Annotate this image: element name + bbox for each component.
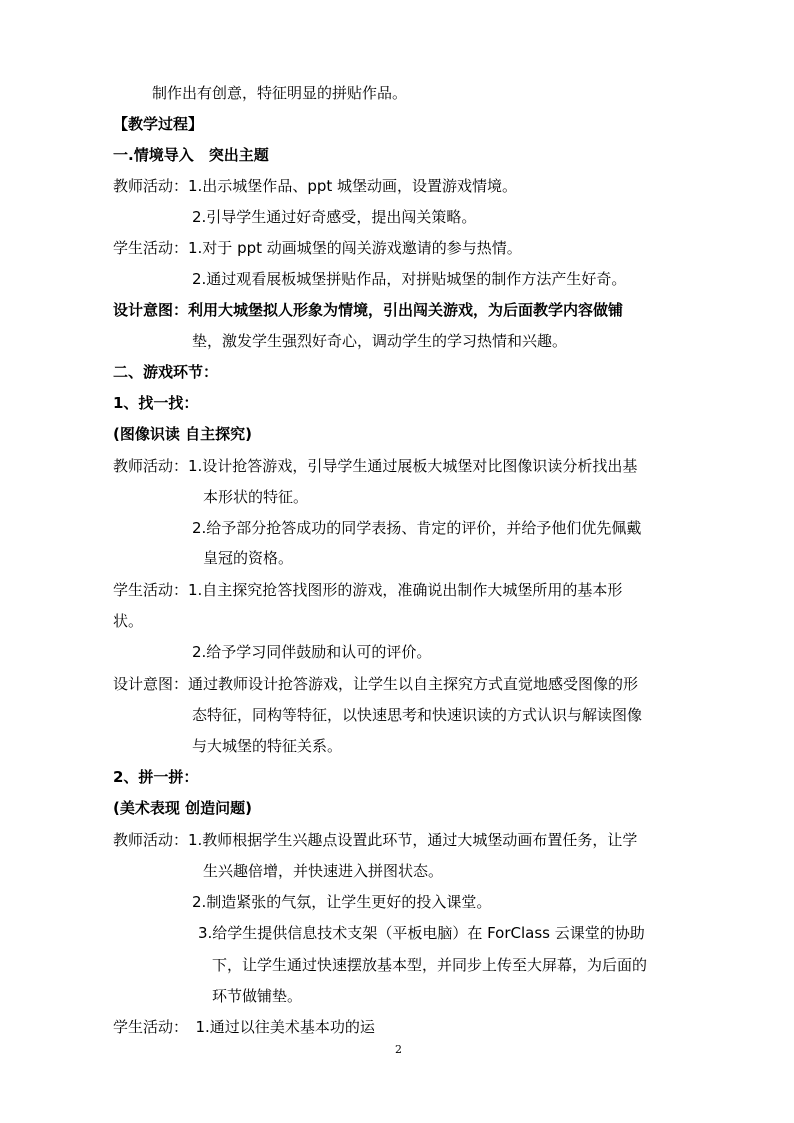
text-line: 2.制造紧张的气氛，让学生更好的投入课堂。 xyxy=(192,893,492,911)
subsection-subtitle: (美术表现 创造问题) xyxy=(113,799,252,817)
text-line: 3.给学生提供信息技术支架（平板电脑）在 ForClass 云课堂的协助 xyxy=(198,924,645,942)
text-line: 下，让学生通过快速摆放基本型，并同步上传至大屏幕，为后面的 xyxy=(212,956,648,974)
text-line: 2.给予学习同伴鼓励和认可的评价。 xyxy=(192,643,432,661)
section-heading: 二、游戏环节： xyxy=(113,363,219,381)
text-line: 教师活动：1.设计抢答游戏，引导学生通过展板大城堡对比图像识读分析找出基 xyxy=(113,457,638,475)
text-line: 环节做铺垫。 xyxy=(212,987,303,1005)
subsection-subtitle: (图像识读 自主探究) xyxy=(113,425,252,443)
text-line: 学生活动： 1.通过以往美术基本功的运 xyxy=(113,1018,375,1036)
text-line: 2.引导学生通过好奇感受，提出闯关策略。 xyxy=(192,208,477,226)
text-line: 学生活动：1.对于 ppt 动画城堡的闯关游戏邀请的参与热情。 xyxy=(113,239,522,257)
page-number: 2 xyxy=(395,1043,402,1056)
text-line: 设计意图：利用大城堡拟人形象为情境，引出闯关游戏，为后面教学内容做铺 xyxy=(113,301,624,319)
text-line: 生兴趣倍增，并快速进入拼图状态。 xyxy=(203,862,444,880)
text-line: 制作出有创意，特征明显的拼贴作品。 xyxy=(152,84,408,102)
text-line: 教师活动：1.出示城堡作品、ppt 城堡动画，设置游戏情境。 xyxy=(113,177,518,195)
section-heading: 一.情境导入 突出主题 xyxy=(113,146,269,164)
text-line: 本形状的特征。 xyxy=(203,488,309,506)
subsection-heading: 1、找一找： xyxy=(113,394,199,412)
text-line: 2.通过观看展板城堡拼贴作品，对拼贴城堡的制作方法产生好奇。 xyxy=(192,270,627,288)
text-line: 皇冠的资格。 xyxy=(203,549,294,567)
subsection-heading: 2、拼一拼： xyxy=(113,768,199,786)
text-line: 垫，激发学生强烈好奇心，调动学生的学习热情和兴趣。 xyxy=(192,332,568,350)
text-line: 2.给予部分抢答成功的同学表扬、肯定的评价，并给予他们优先佩戴 xyxy=(192,519,642,537)
section-heading: 【教学过程】 xyxy=(113,115,204,133)
text-line: 教师活动：1.教师根据学生兴趣点设置此环节，通过大城堡动画布置任务，让学 xyxy=(113,831,638,849)
text-line: 与大城堡的特征关系。 xyxy=(192,737,343,755)
text-line: 学生活动：1.自主探究抢答找图形的游戏，准确说出制作大城堡所用的基本形 xyxy=(113,581,623,599)
text-line: 态特征，同构等特征，以快速思考和快速识读的方式认识与解读图像 xyxy=(192,706,643,724)
text-line: 状。 xyxy=(113,612,144,630)
text-line: 设计意图：通过教师设计抢答游戏，让学生以自主探究方式直觉地感受图像的形 xyxy=(113,675,639,693)
